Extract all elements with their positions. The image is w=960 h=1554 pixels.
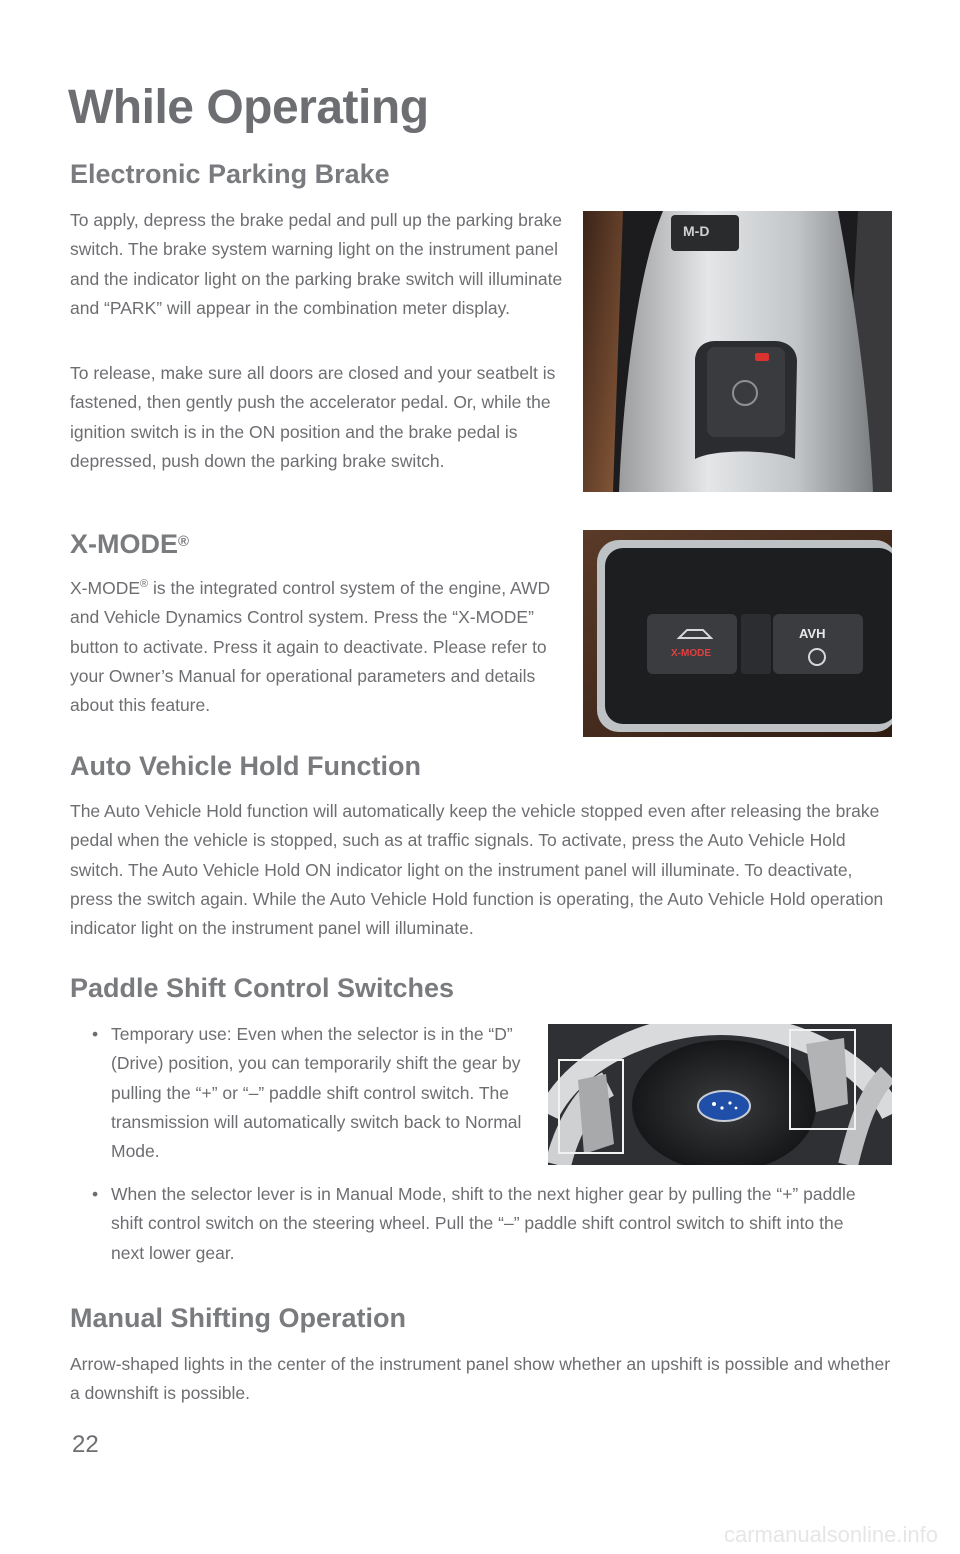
- x-mode-button-label: X-MODE: [671, 648, 711, 659]
- bullet-marker: •: [92, 1184, 99, 1204]
- gear-display-label: M-D: [683, 223, 710, 239]
- parking-brake-photo: [583, 211, 892, 492]
- steering-wheel-photo: [548, 1024, 892, 1165]
- paddle-shift-bullet-2: When the selector lever is in Manual Mode, shift to the next higher gear by pulling the “+” paddle shift control switch on the steering wheel. Pull the “–” paddle shift control switch to shift into the next lower gear.: [111, 1184, 856, 1263]
- section-heading-x-mode: [70, 527, 189, 561]
- section-heading-paddle-shift: Paddle Shift Control Switches: [70, 973, 455, 1003]
- section-heading-auto-hold: Auto Vehicle Hold Function: [70, 751, 421, 781]
- x-mode-photo: [583, 530, 892, 737]
- page-number: 22: [72, 1431, 99, 1458]
- parking-brake-release-text: To release, make sure all doors are closed and your seatbelt is fastened, then gently push the accelerator pedal. Or, while the ignition switch is in the ON position and the brake pedal is depressed, push down the parking brake switch.: [70, 363, 556, 471]
- parking-brake-apply-text: To apply, depress the brake pedal and pull up the parking brake switch. The brake system warning light on the instrument panel and the indicator light on the parking brake switch will illuminate and “PARK” will appear in the combination meter display.: [70, 210, 563, 318]
- page-title: While Operating: [68, 81, 429, 134]
- manual-shift-text: Arrow-shaped lights in the center of the instrument panel show whether an upshift is possible and whether a downshift is possible.: [70, 1354, 891, 1404]
- auto-hold-text: The Auto Vehicle Hold function will automatically keep the vehicle stopped even after releasing the brake pedal when the vehicle is stopped, such as at traffic signals. To activate, press the Auto Vehicle Hold switch. The Auto Vehicle Hold ON indicator light on the instrument panel will illuminate. To deactivate, press the switch again. While the Auto Vehicle Hold function is operating, the Auto Vehicle Hold operation indicator light on the instrument panel will illuminate.: [70, 801, 884, 939]
- avh-button-label: AVH: [799, 626, 826, 641]
- x-mode-text: [70, 574, 570, 720]
- x-mode-heading-text: X-MODE: [70, 529, 178, 559]
- section-heading-parking-brake: Electronic Parking Brake: [70, 159, 390, 189]
- x-mode-text-lead: X-MODE: [70, 578, 140, 598]
- bullet-marker: •: [92, 1024, 99, 1044]
- x-mode-text-mark: ®: [140, 578, 149, 591]
- watermark: carmanualsonline.info: [723, 1522, 938, 1547]
- section-heading-manual-shift: Manual Shifting Operation: [70, 1303, 406, 1333]
- registered-mark: ®: [178, 533, 190, 550]
- paddle-shift-bullet-1: Temporary use: Even when the selector is in the “D” (Drive) position, you can temporarily shift the gear by pulling the “+” or “–” paddle shift control switch. The transmission will automatically switch back to Normal Mode.: [111, 1024, 522, 1162]
- x-mode-text-rest: is the integrated control system of the engine, AWD and Vehicle Dynamics Control system. Press the “X-MODE” button to activate. Press it again to deactivate. Please refer to your Owner’s Manual for operational parameters and details about this feature.: [70, 578, 551, 716]
